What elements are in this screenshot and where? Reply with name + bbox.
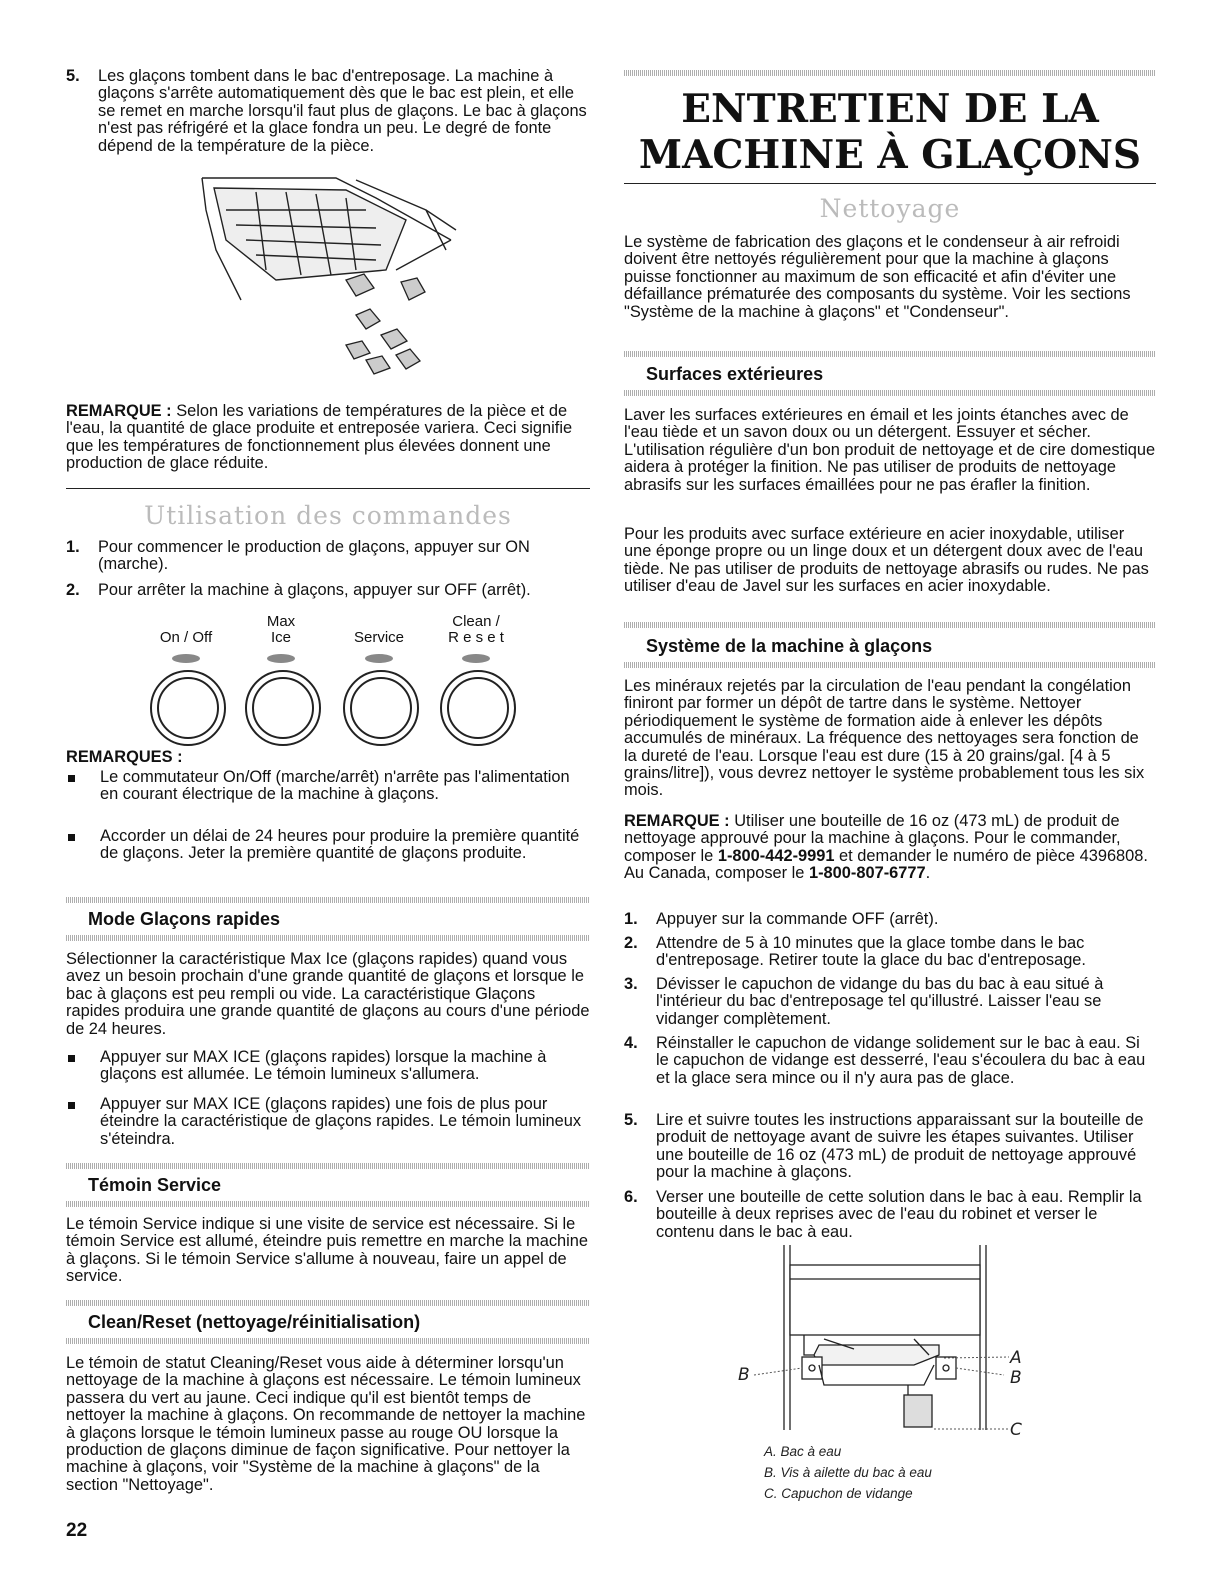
step-text: Pour arrêter la machine à glaçons, appuyer sur OFF (arrêt).: [98, 581, 531, 599]
step-1: [624, 911, 1156, 928]
hatched-rule: [624, 70, 1156, 76]
service-paragraph: Le témoin Service indique si une visite de service est nécessaire. Si le témoin Service est allumé, éteindre puis remettre en marche la machine à glaçons. Si le témoin Service s'allume à nouveau, faire un appel de service.: [66, 1215, 589, 1286]
step-3: [624, 976, 1156, 1028]
hatched-rule: [66, 1201, 590, 1207]
bullet-text: Le commutateur On/Off (marche/arrêt) n'arrête pas l'alimentation en courant électrique de la machine à glaçons.: [100, 768, 570, 804]
subheading-mode-glacons: Mode Glaçons rapides: [88, 909, 281, 929]
step-number: 1.: [624, 910, 638, 928]
clean-reset-button[interactable]: [440, 670, 516, 746]
hatched-rule: [66, 1300, 590, 1306]
water-tray-diagram: [724, 1245, 1044, 1445]
mode-bullet: [66, 1096, 590, 1148]
control-label-max-ice: [231, 614, 331, 646]
remarque-text: .: [925, 864, 931, 883]
page-title-line-2: MACHINE À GLAÇONS: [638, 132, 1142, 178]
step-number: 4.: [624, 1034, 638, 1052]
control-label-top: Clean /: [452, 613, 500, 630]
hatched-rule: [66, 897, 590, 903]
step-number: 1.: [66, 538, 80, 556]
hatched-rule: [624, 662, 1156, 668]
indicator-light: [172, 654, 200, 663]
bullet-text: Appuyer sur MAX ICE (glaçons rapides) une fois de plus pour éteindre la caractéristique de glaçons rapides. Le témoin lumineux s'éteindra.: [100, 1095, 582, 1148]
page-title-line-1: ENTRETIEN DE LA: [681, 86, 1099, 132]
remarque-text: Selon les variations de températures de la pièce et de l'eau, la quantité de glace produite et entreposée variera. Ceci signifie que les températures de fonctionnement plus élevées donnent une production de glace réduite.: [66, 402, 573, 473]
step-number: 2.: [66, 581, 80, 599]
label-b-right: B: [1010, 1368, 1022, 1388]
mode-paragraph: Sélectionner la caractéristique Max Ice (glaçons rapides) quand vous avez un besoin prochain d'une grande quantité de glaçons et lorsque le bac à glaçons est peu rempli ou vide. La caractéristique Glaçons rapides produira une grande quantité de glaçons au cours d'une période de 24 heures.: [66, 950, 590, 1038]
systeme-paragraph: Les minéraux rejetés par la circulation de l'eau pendant la congélation finiront par former un dépôt de tartre dans le système. Nettoyer périodiquement le système de formation aide à enlever les dépôts accumulés de minéraux. La fréquence des nettoyages sera fonction de la dureté de l'eau. Lorsque l'eau est dure (15 à 20 grains/gal. [4 à 5 grains/litre]), vous devrez nettoyer le système probablement tous les six mois.: [624, 677, 1145, 800]
control-label-top: Max: [266, 613, 296, 630]
label-c: C: [1010, 1420, 1022, 1440]
remarques-item: [66, 769, 590, 804]
hatched-rule: [66, 1163, 590, 1169]
control-label-bottom: R e s e t: [448, 629, 504, 646]
max-ice-button[interactable]: [245, 670, 321, 746]
cmd-step-1: [66, 539, 590, 574]
nettoyage-paragraph: Le système de fabrication des glaçons et le condenseur à air refroidi doivent être nettoyés régulièrement pour que la machine à glaçons puisse fonctionner au maximum de son efficacité et afin d'éviter une défaillance prématurée des composants du système. Voir les sections "Système de la machine à glaçons" et "Condenseur".: [624, 233, 1131, 321]
bullet-icon: [68, 775, 75, 782]
remarque-text: Utiliser une bouteille de 16 oz (473 mL) de produit de nettoyage approuvé pour la machine à glaçons. Pour le commander, composer le: [624, 812, 1121, 865]
subheading-systeme: Système de la machine à glaçons: [646, 636, 933, 656]
indicator-light: [267, 654, 295, 663]
step-text: Verser une bouteille de cette solution dans le bac à eau. Remplir la bouteille à deux reprises avec de l'eau du robinet et verser le contenu dans le bac à eau.: [656, 1188, 1142, 1241]
hatched-rule: [624, 622, 1156, 628]
step-6: [624, 1189, 1156, 1241]
subheading-surfaces: Surfaces extérieures: [646, 364, 824, 384]
on-off-button[interactable]: [150, 670, 226, 746]
indicator-light: [462, 654, 490, 663]
step-text: Pour commencer le production de glaçons, appuyer sur ON (marche).: [98, 538, 530, 574]
remarques-item: [66, 828, 590, 863]
control-label-bottom: Ice: [270, 629, 291, 646]
subheading-clean-reset: Clean/Reset (nettoyage/réinitialisation): [88, 1312, 421, 1332]
control-label-clean-reset: [426, 614, 526, 646]
remarque-text: et demander le numéro de pièce 4396808. Au Canada, composer le: [624, 846, 1148, 883]
indicator-light: [365, 654, 393, 663]
control-label-bottom: On / Off: [159, 629, 213, 646]
hatched-rule: [624, 390, 1156, 396]
remarque-label: REMARQUE :: [66, 402, 172, 420]
step-4: [624, 1035, 1156, 1087]
hatched-rule: [624, 351, 1156, 357]
step-number: 2.: [624, 934, 638, 952]
step-number: 5.: [66, 67, 80, 85]
service-button[interactable]: [343, 670, 419, 746]
phone-number-us: 1-800-442-9991: [717, 846, 835, 865]
caption-b: B. Vis à ailette du bac à eau: [764, 1465, 932, 1480]
step-text: Lire et suivre toutes les instructions apparaissant sur la bouteille de produit de nettoyage avant de suivre les étapes suivantes. Utiliser une bouteille de 16 oz (473 mL) de produit de nettoyage approuvé pour la machine à glaçons.: [656, 1111, 1144, 1182]
systeme-remarque: [624, 813, 1156, 883]
mode-bullet: [66, 1049, 590, 1084]
remarques-label: REMARQUES :: [66, 748, 183, 766]
step-number: 5.: [624, 1111, 638, 1129]
ice-bin-illustration: [196, 170, 466, 395]
surfaces-paragraph-1: Laver les surfaces extérieures en émail et les joints étanches avec de l'eau tiède et un savon doux ou un détergent. Essuyer et sécher. L'utilisation régulière d'un bon produit de nettoyage et de cire domestique aidera à protéger la finition. Ne pas utiliser de produits de nettoyage abrasifs sur les surfaces émaillées pour ne pas érafler la finition.: [624, 406, 1156, 494]
step-text: Les glaçons tombent dans le bac d'entreposage. La machine à glaçons s'arrête automatiquement dès que le bac est plein, et elle se remet en marche lorsqu'il faut plus de glaçons. Le bac à glaçons n'est pas réfrigéré et la glace fondra un peu. Le degré de fonte dépend de la température de la pièce.: [98, 67, 587, 155]
caption-c: C. Capuchon de vidange: [764, 1486, 913, 1501]
step-number: 6.: [624, 1188, 638, 1206]
section-title-nettoyage: Nettoyage: [819, 194, 961, 223]
bullet-icon: [68, 1055, 75, 1062]
section-divider: [624, 183, 1156, 184]
page-number: 22: [66, 1520, 88, 1541]
cmd-step-2: [66, 582, 590, 599]
step-2: [624, 935, 1156, 970]
step-5: [624, 1112, 1156, 1182]
step-text: Réinstaller le capuchon de vidange solidement sur le bac à eau. Si le capuchon de vidange est desserré, l'eau s'écoulera du bac à eau et la glace sera mince ou il n'y aura pas de glace.: [656, 1034, 1146, 1087]
clean-paragraph: Le témoin de statut Cleaning/Reset vous aide à déterminer lorsqu'un nettoyage de la machine à glaçons est nécessaire. Le témoin lumineux passera du vert au jaune. Ceci indique qu'il est bientôt temps de nettoyer la machine à glaçons. On recommande de nettoyer la machine à glaçons lorsque le témoin lumineux passe au rouge OU lorsque la production de glaçons diminue de façon significative. Pour nettoyer la machine à glaçons, voir "Système de la machine à glaçons" de la section "Nettoyage".: [66, 1354, 586, 1494]
page-title: [624, 86, 1156, 178]
phone-number-canada: 1-800-807-6777: [808, 864, 926, 883]
step-5: [66, 68, 590, 155]
step-text: Appuyer sur la commande OFF (arrêt).: [656, 910, 939, 928]
caption-a: A. Bac à eau: [764, 1444, 842, 1459]
surfaces-paragraph-2: Pour les produits avec surface extérieure en acier inoxydable, utiliser une éponge propre ou un linge doux et un détergent doux avec de l'eau tiède. Ne pas utiliser de produits de nettoyage abrasifs ou rudes. Ne pas utiliser d'eau de Javel sur les surfaces en acier inoxydable.: [624, 525, 1149, 596]
label-a: A: [1010, 1348, 1022, 1368]
label-b-left: B: [738, 1365, 750, 1385]
remarque-note: [66, 403, 590, 473]
bullet-text: Accorder un délai de 24 heures pour produire la première quantité de glaçons. Jeter la première quantité de glaçons produite.: [100, 827, 580, 863]
subheading-temoin-service: Témoin Service: [88, 1175, 222, 1195]
control-label-bottom: Service: [353, 629, 405, 646]
bullet-icon: [68, 1102, 75, 1109]
step-text: Dévisser le capuchon de vidange du bas du bac à eau situé à l'intérieur du bac d'entreposage tel qu'illustré. Laisser l'eau se vidanger complètement.: [656, 975, 1104, 1028]
bullet-text: Appuyer sur MAX ICE (glaçons rapides) lorsque la machine à glaçons est allumée. Le témoin lumineux s'allumera.: [100, 1048, 547, 1084]
control-panel-illustration: [136, 614, 536, 739]
hatched-rule: [66, 1338, 590, 1344]
hatched-rule: [66, 935, 590, 941]
step-number: 3.: [624, 975, 638, 993]
step-text: Attendre de 5 à 10 minutes que la glace tombe dans le bac d'entreposage. Retirer toute la glace du bac d'entreposage.: [656, 934, 1086, 970]
section-divider: [66, 488, 590, 489]
section-title-commandes: Utilisation des commandes: [144, 501, 512, 530]
bullet-icon: [68, 834, 75, 841]
remarque-label: REMARQUE :: [624, 812, 730, 830]
